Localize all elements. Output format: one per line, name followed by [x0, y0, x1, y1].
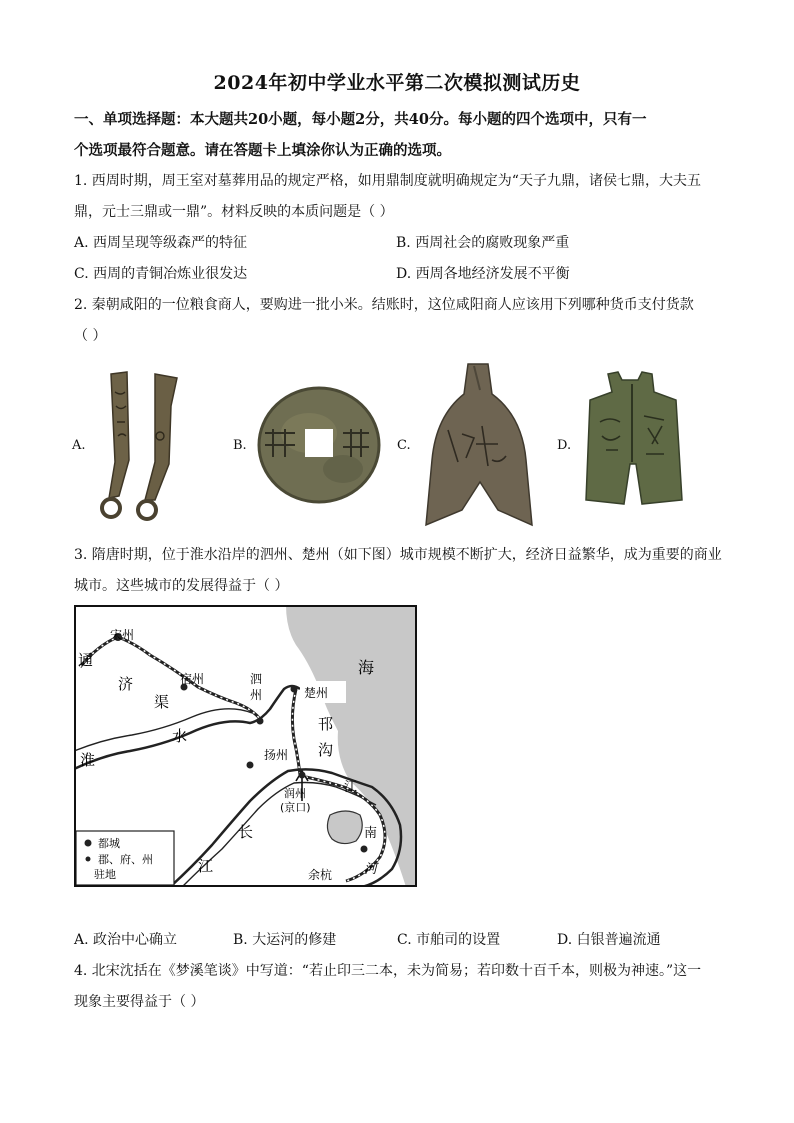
- q1-option-c: C. 西周的青铜冶炼业很发达: [74, 266, 248, 282]
- label-suzhou: 宿州: [180, 672, 205, 686]
- q4-stem-line-1: 4. 北宋沈括在《梦溪笔谈》中写道：“若止印三二本，未为简易；若印数十百千本，则极为神速。”这一: [74, 963, 702, 979]
- label-he: 河: [364, 862, 378, 877]
- section-instructions: [74, 104, 724, 166]
- section-line-1: 一、单项选择题：本大题共20小题，每小题2分，共40分。每小题的四个选项中，只有一: [74, 111, 647, 128]
- knife-coin-image: [93, 370, 203, 525]
- label-chuzhou: 楚州: [304, 686, 329, 700]
- label-hangou-2: 沟: [318, 741, 334, 759]
- q1-option-a: A. 西周呈现等级森严的特征: [74, 235, 248, 251]
- label-jingkou: (京口): [280, 801, 311, 814]
- label-shui: 水: [172, 727, 188, 745]
- section-line-2: 个选项最符合题意。请在答题卡上填涂你认为正确的选项。: [74, 142, 451, 159]
- label-sizhou-2: 州: [250, 688, 263, 702]
- bu-coin-image: [578, 370, 688, 510]
- label-runzhou: 润州: [284, 787, 306, 800]
- label-tongji-1: 通: [78, 651, 94, 669]
- q2-label-d: D.: [557, 438, 572, 453]
- q4-stem-line-2: 现象主要得益于（ ）: [74, 994, 205, 1010]
- label-jiang: 江: [198, 857, 214, 875]
- legend-capital: 都城: [98, 837, 120, 850]
- q3-option-d: D. 白银普遍流通: [557, 932, 661, 948]
- spade-coin-image: [418, 360, 538, 530]
- q1-option-b: B. 西周社会的腐败现象严重: [396, 235, 570, 251]
- legend-prefecture-2: 驻地: [94, 868, 116, 881]
- q3-option-a: A. 政治中心确立: [74, 932, 178, 948]
- label-songzhou: 宋州: [110, 628, 135, 642]
- label-jiangnan-1: 江: [344, 780, 358, 795]
- page-title: 2024年初中学业水平第二次模拟测试历史: [213, 72, 581, 94]
- q2-stem-line-2: （ ）: [74, 328, 107, 344]
- q2-label-a: A.: [72, 438, 86, 453]
- label-hangou-1: 邗: [318, 715, 334, 733]
- grand-canal-map: [74, 605, 417, 887]
- label-sea: 海: [358, 658, 375, 677]
- legend-prefecture: 郡、府、州: [98, 853, 153, 866]
- label-jiangnan-2: 南: [364, 826, 378, 841]
- label-huai: 淮: [80, 751, 96, 769]
- q1-stem-line-1: 1. 西周时期，周王室对墓葬用品的规定严格，如用鼎制度就明确规定为“天子九鼎，诸侯七鼎，大夫五: [74, 173, 701, 189]
- label-tongji-2: 济: [118, 675, 134, 693]
- label-chang: 长: [238, 823, 254, 841]
- label-sizhou-1: 泗: [250, 672, 263, 686]
- q1-stem-line-2: 鼎，元士三鼎或一鼎”。材料反映的本质问题是（ ）: [74, 204, 394, 220]
- q2-stem-line-1: 2. 秦朝咸阳的一位粮食商人，要购进一批小米。结账时，这位咸阳商人应该用下列哪种货币支付货款: [74, 297, 694, 313]
- label-yangzhou: 扬州: [264, 748, 289, 762]
- q3-stem-line-1: 3. 隋唐时期，位于淮水沿岸的泗州、楚州（如下图）城市规模不断扩大，经济日益繁华，成为重要的商业: [74, 547, 722, 563]
- q3-stem-line-2: 城市。这些城市的发展得益于（ ）: [74, 578, 289, 594]
- label-yuhang: 余杭: [308, 868, 333, 882]
- q2-label-b: B.: [233, 438, 247, 453]
- q2-label-c: C.: [397, 438, 411, 453]
- banliang-coin-image: [255, 385, 385, 505]
- q3-option-b: B. 大运河的修建: [233, 932, 337, 948]
- label-tongji-3: 渠: [154, 693, 170, 711]
- q3-option-c: C. 市舶司的设置: [397, 932, 501, 948]
- q1-option-d: D. 西周各地经济发展不平衡: [396, 266, 570, 282]
